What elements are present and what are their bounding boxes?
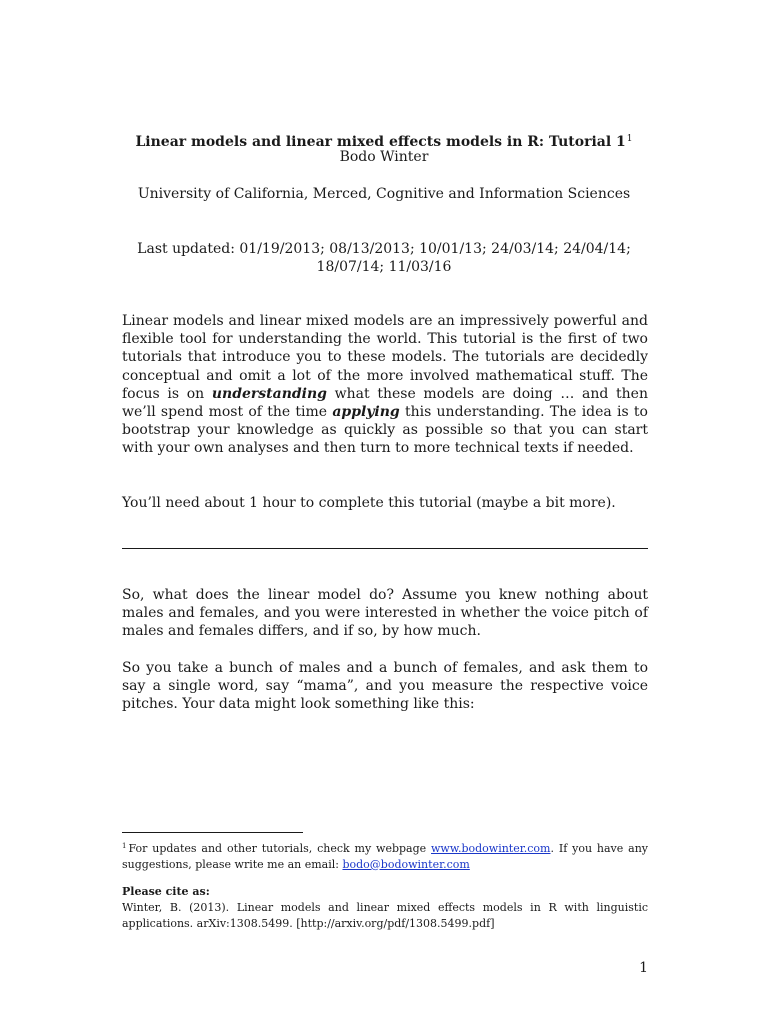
- time-estimate-paragraph: You’ll need about 1 hour to complete this tutorial (maybe a bit more).: [122, 495, 616, 511]
- webpage-link[interactable]: www.bodowinter.com: [431, 842, 551, 855]
- body-paragraph-2: So you take a bunch of males and a bunch of females, and ask them to say a single word, say “mama”, and you measure the respective voice pitches. Your data might look something like this:: [122, 660, 648, 713]
- intro-text-b: what these models are doing … and then we’ll spend most of the time: [122, 385, 648, 421]
- affiliation: University of California, Merced, Cognitive and Information Sciences: [137, 186, 631, 202]
- intro-text-a: Linear models and linear mixed models are an impressively powerful and flexible tool for understanding the world. This tutorial is the first of two tutorials that introduce you to these models. The tutorials are decidedly conceptual and omit a lot of the more involved mathematical stuff. The focus is on: [122, 313, 648, 402]
- page-number: 1: [639, 960, 648, 976]
- last-updated-line-1: Last updated: 01/19/2013; 08/13/2013; 10/01/13; 24/03/14; 24/04/14;: [137, 241, 631, 257]
- last-updated-line-2: 18/07/14; 11/03/16: [316, 259, 452, 275]
- section-divider: [122, 548, 648, 549]
- emphasis-understanding: understanding: [211, 385, 327, 402]
- footnote: [122, 839, 648, 872]
- title-text: Linear models and linear mixed effects models in R: Tutorial 1: [135, 134, 626, 150]
- last-updated: [0, 240, 768, 276]
- footnote-divider: [122, 832, 303, 833]
- citation-text: Winter, B. (2013). Linear models and linear mixed effects models in R with linguistic applications. arXiv:1308.5499. [http://arxiv.org/pdf/1308.5499.pdf]: [122, 901, 648, 930]
- emphasis-applying: applying: [332, 404, 400, 421]
- intro-paragraph: [122, 312, 648, 458]
- footnote-mark: 1: [122, 842, 127, 850]
- footnote-text-a: For updates and other tutorials, check my webpage: [128, 842, 432, 855]
- citation-heading: Please cite as:: [122, 885, 210, 898]
- body-paragraph-1: So, what does the linear model do? Assume you knew nothing about males and females, and you were interested in whether the voice pitch of males and females differs, and if so, by how much.: [122, 587, 648, 640]
- author-name: Bodo Winter: [339, 149, 429, 165]
- intro-text-c: this understanding. The idea is to bootstrap your knowledge as quickly as possible so that you can start with your own analyses and then turn to more technical texts if needed.: [122, 404, 648, 457]
- email-link[interactable]: bodo@bodowinter.com: [342, 857, 470, 871]
- footnote-text-b: . If you have any suggestions, please write me an email:: [122, 842, 648, 871]
- title-footnote-mark: 1: [626, 134, 633, 144]
